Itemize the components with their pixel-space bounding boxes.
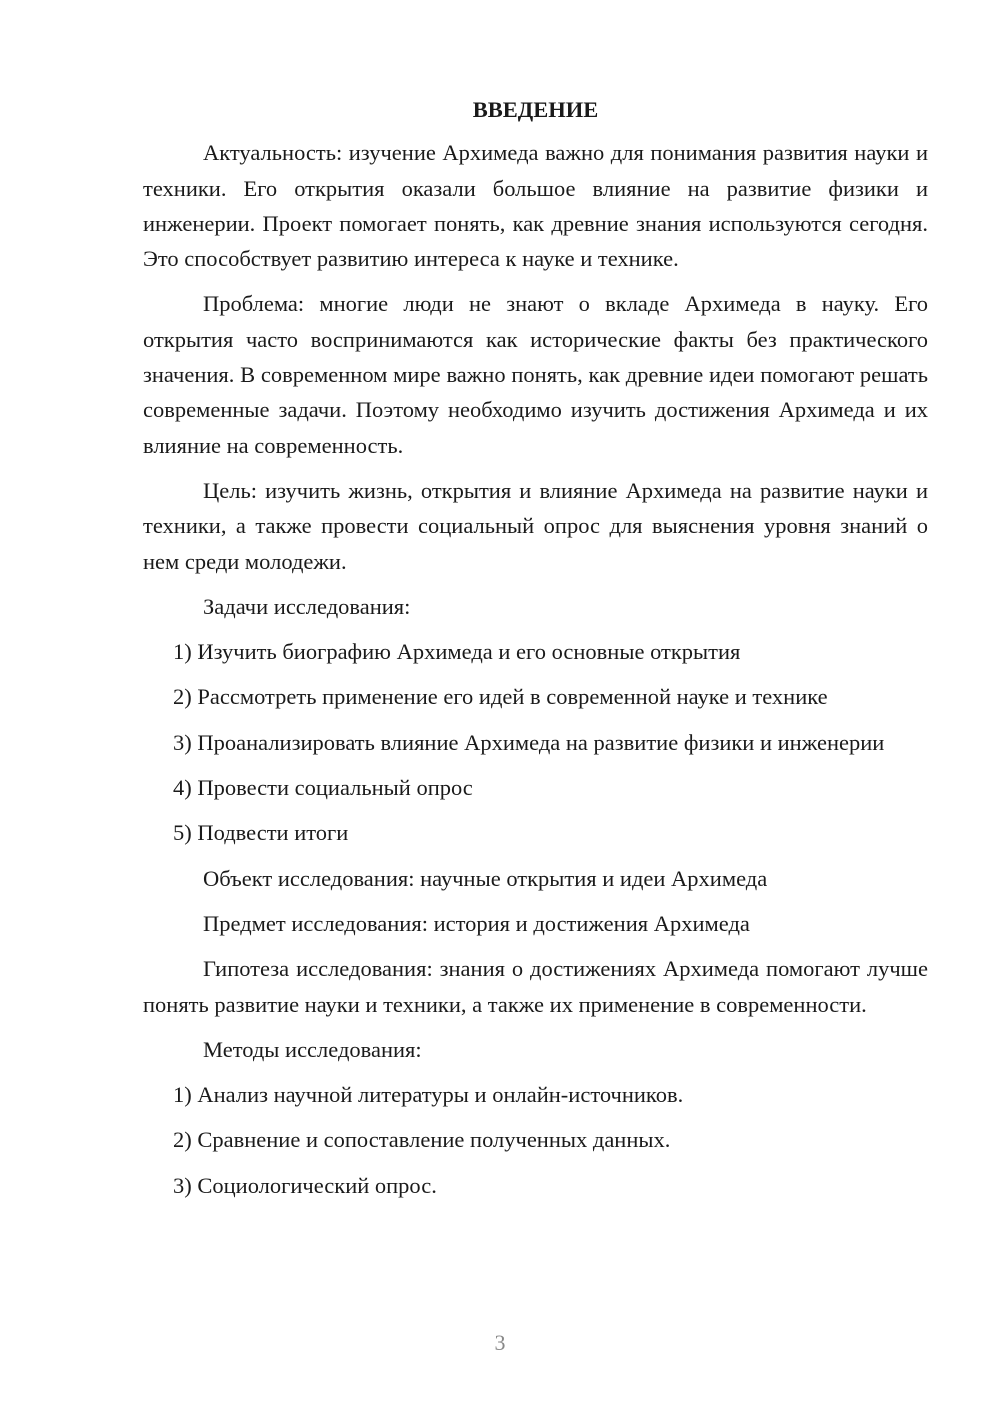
tasks-heading: Задачи исследования: (203, 593, 411, 619)
task-item: 3) Проанализировать влияние Архимеда на развитие физики и инженерии (173, 729, 885, 755)
method-item: 1) Анализ научной литературы и онлайн-источников. (173, 1082, 684, 1108)
object-line: Объект исследования: научные открытия и идеи Архимеда (203, 865, 768, 891)
methods-heading: Методы исследования: (203, 1036, 422, 1062)
subject-line: Предмет исследования: история и достижения Архимеда (203, 910, 750, 936)
problem-paragraph: Проблема: многие люди не знают о вкладе Архимеда в науку. Его открытия часто воспринимаются как исторические факты без практического значения. В современном мире важно понять, как древние идеи помогают решать современные задачи. Поэтому необходимо изучить достижения Архимеда и их влияние на современность. (143, 291, 928, 458)
section-title: ВВЕДЕНИЕ (472, 97, 599, 122)
task-item: 5) Подвести итоги (173, 820, 349, 846)
task-item: 1) Изучить биографию Архимеда и его основные открытия (173, 639, 741, 665)
goal-paragraph: Цель: изучить жизнь, открытия и влияние Архимеда на развитие науки и техники, а также провести социальный опрос для выяснения уровня знаний о нем среди молодежи. (143, 477, 928, 574)
document-body (143, 92, 928, 1213)
method-item: 2) Сравнение и сопоставление полученных данных. (173, 1127, 671, 1153)
hypothesis-paragraph: Гипотеза исследования: знания о достижениях Архимеда помогают лучше понять развитие науки и техники, а также их применение в современности. (143, 956, 928, 1017)
task-item: 2) Рассмотреть применение его идей в современной науке и технике (173, 684, 828, 710)
task-item: 4) Провести социальный опрос (173, 775, 473, 801)
page-number: 3 (494, 1330, 506, 1355)
relevance-paragraph: Актуальность: изучение Архимеда важно для понимания развития науки и техники. Его открытия оказали большое влияние на развитие физики и инженерии. Проект помогает понять, как древние знания используются сегодня. Это способствует развитию интереса к науке и технике. (143, 140, 928, 272)
method-item: 3) Социологический опрос. (173, 1172, 437, 1198)
